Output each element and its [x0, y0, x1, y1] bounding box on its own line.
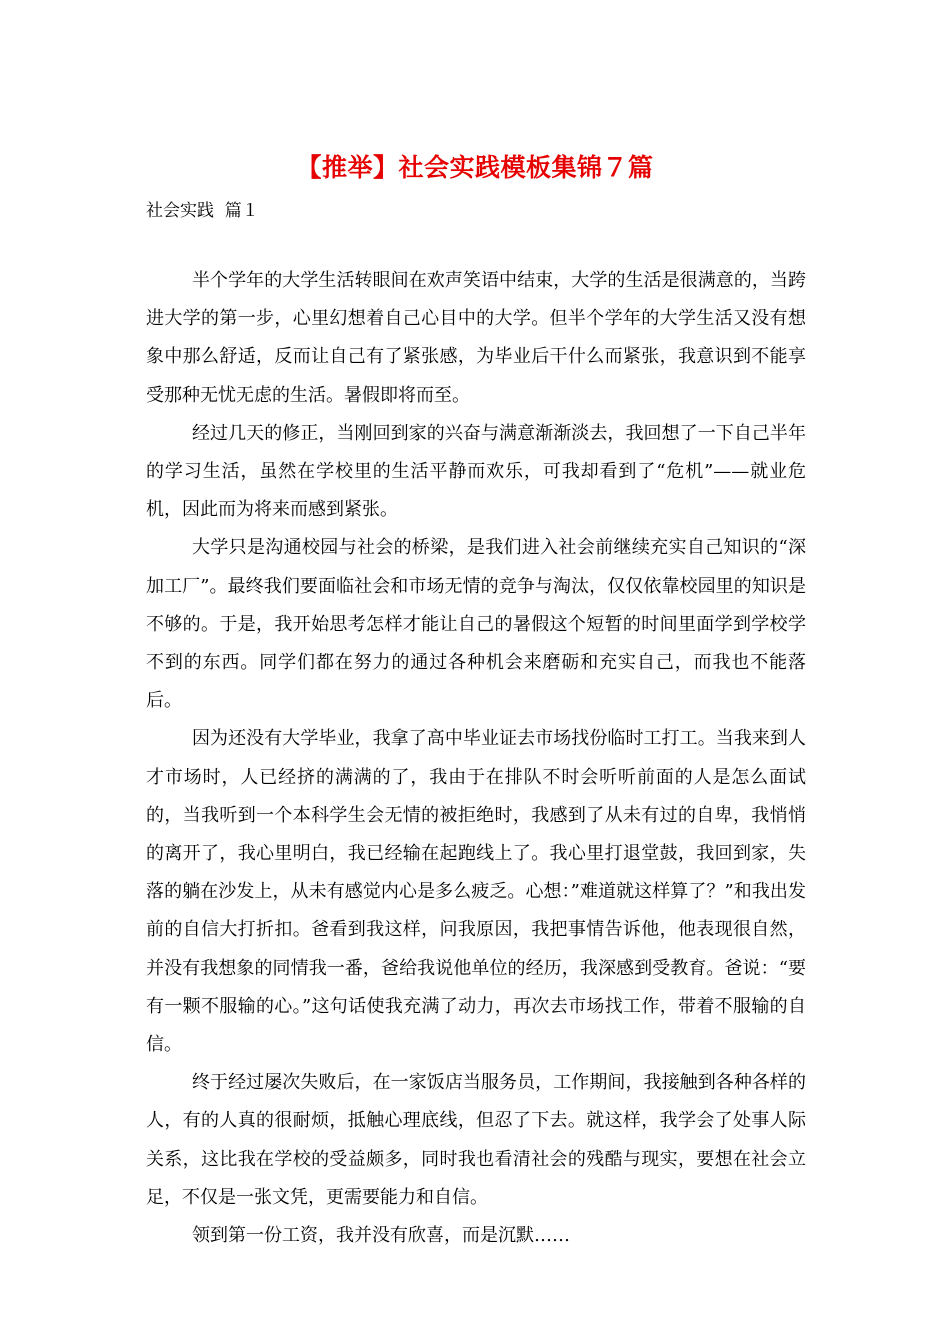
document-title: 【推举】社会实践模板集锦７篇: [296, 153, 654, 182]
document-body: [146, 262, 806, 1255]
paragraph: 半个学年的大学生活转眼间在欢声笑语中结束，大学的生活是很满意的，当跨进大学的第一步，心里幻想着自己心目中的大学。但半个学年的大学生活又没有想象中那么舒适，反而让自己有了紧张感，为毕业后干什么而紧张，我意识到不能享受那种无忧无虑的生活。暑假即将而至。: [146, 270, 806, 406]
paragraph: 大学只是沟通校园与社会的桥梁，是我们进入社会前继续充实自己知识的“深加工厂”。最终我们要面临社会和市场无情的竞争与淘汰，仅仅依靠校园里的知识是不够的。于是，我开始思考怎样才能让自己的暑假这个短暂的时间里面学到学校学不到的东西。同学们都在努力的通过各种机会来磨砺和充实自己，而我也不能落后。: [146, 537, 806, 712]
section-heading: 社会实践 篇１: [146, 201, 259, 221]
paragraph: 领到第一份工资，我并没有欣喜，而是沉默……: [192, 1225, 570, 1247]
paragraph: 终于经过屡次失败后，在一家饭店当服务员，工作期间，我接触到各种各样的人，有的人真的很耐烦，抵触心理底线，但忍了下去。就这样，我学会了处事人际关系，这比我在学校的受益颇多，同时我也看清社会的残酷与现实，要想在社会立足，不仅是一张文凭，更需要能力和自信。: [146, 1072, 806, 1208]
paragraph: 因为还没有大学毕业，我拿了高中毕业证去市场找份临时工打工。当我来到人才市场时，人已经挤的满满的了，我由于在排队不时会听听前面的人是怎么面试的，当我听到一个本科学生会无情的被拒绝时，我感到了从未有过的自卑，我悄悄的离开了，我心里明白，我已经输在起跑线上了。我心里打退堂鼓，我回到家，失落的躺在沙发上，从未有感觉内心是多么疲乏。心想：”难道就这样算了？”和我出发前的自信大打折扣。爸看到我这样，问我原因，我把事情告诉他，他表现很自然，并没有我想象的同情我一番，爸给我说他单位的经历，我深感到受教育。爸说：“要有一颗不服输的心。”这句话使我充满了动力，再次去市场找工作，带着不服输的自信。: [146, 728, 806, 1056]
paragraph: 经过几天的修正，当刚回到家的兴奋与满意渐渐淡去，我回想了一下自己半年的学习生活，虽然在学校里的生活平静而欢乐，可我却看到了“危机”——就业危机，因此而为将来而感到紧张。: [146, 422, 806, 521]
